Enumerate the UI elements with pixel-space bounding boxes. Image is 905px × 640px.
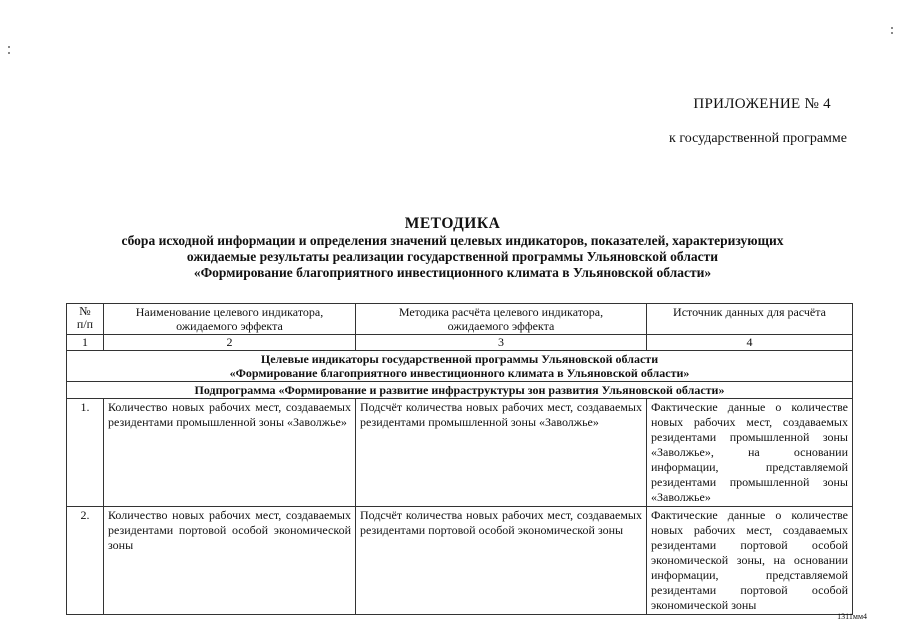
indicator-name: Количество новых рабочих мест, создаваемых резидентами промышленной зоны «Заволжье» [104, 399, 356, 507]
section-row [67, 351, 853, 382]
header-method: Методика расчёта целевого индикатора, ожидаемого эффекта [356, 304, 647, 335]
title-line-2: ожидаемые результаты реализации государственной программы Ульяновской области [186, 249, 719, 264]
methodology-table [66, 303, 853, 615]
header-source: Источник данных для расчёта [647, 304, 853, 335]
row-number: 2. [67, 507, 104, 615]
column-number: 4 [647, 335, 853, 351]
document-code: 1311мм4 [837, 612, 867, 621]
column-number: 1 [67, 335, 104, 351]
section-title-line-2: «Формирование благоприятного инвестиционного климата в Ульяновской области» [229, 366, 690, 380]
header-number: № п/п [67, 304, 104, 335]
title-line-1: сбора исходной информации и определения значений целевых индикаторов, показателей, характеризующих [121, 233, 784, 248]
row-number: 1. [67, 399, 104, 507]
header-indicator-name: Наименование целевого индикатора, ожидаемого эффекта [104, 304, 356, 335]
indicator-method: Подсчёт количества новых рабочих мест, создаваемых резидентами портовой особой экономической зоны [356, 507, 647, 615]
indicator-name: Количество новых рабочих мест, создаваемых резидентами портовой особой экономической зоны [104, 507, 356, 615]
table-row [67, 507, 853, 615]
title-line-3: «Формирование благоприятного инвестиционного климата в Ульяновской области» [193, 265, 712, 280]
column-numbers-row [67, 335, 853, 351]
column-number: 3 [356, 335, 647, 351]
indicator-source: Фактические данные о количестве новых рабочих мест, создаваемых резидентами портовой особой экономической зоны, на основании информации, представляемой резидентами портовой особой экономической зоны [647, 507, 853, 615]
section-title-line-1: Целевые индикаторы государственной программы Ульяновской области [260, 352, 659, 366]
title-main: МЕТОДИКА [404, 215, 501, 232]
appendix-program-ref: к государственной программе [669, 131, 847, 146]
subprogram-title: Подпрограмма «Формирование и развитие инфраструктуры зон развития Ульяновской области» [67, 382, 853, 399]
subprogram-row [67, 382, 853, 399]
indicator-source: Фактические данные о количестве новых рабочих мест, создаваемых резидентами промышленной зоны «Заволжье», на основании информации, представляемой резидентами промышленной зоны «Заволжье» [647, 399, 853, 507]
column-number: 2 [104, 335, 356, 351]
table-row [67, 399, 853, 507]
indicator-method: Подсчёт количества новых рабочих мест, создаваемых резидентами промышленной зоны «Заволжье» [356, 399, 647, 507]
table-header-row [67, 304, 853, 335]
section-title [67, 351, 853, 382]
appendix-number: ПРИЛОЖЕНИЕ № 4 [693, 96, 831, 112]
document-title [0, 214, 905, 281]
